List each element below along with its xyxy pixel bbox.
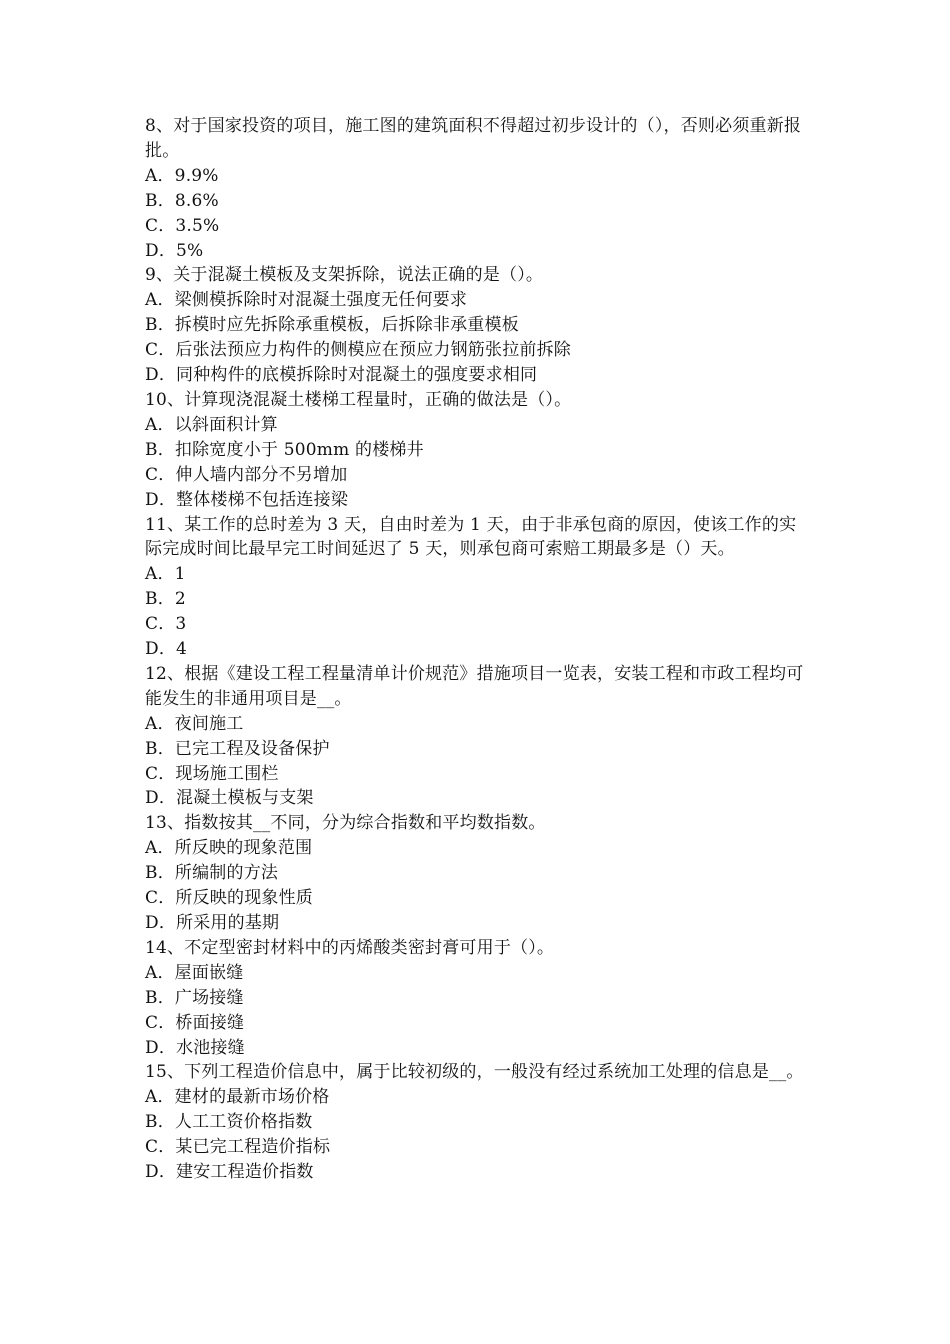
option-c: C．3.5% [145,215,220,236]
option-d: D．混凝土模板与支架 [145,788,314,809]
question-stem: 11、某工作的总时差为 3 天，自由时差为 1 天，由于非承包商的原因，使该工作的实际完成时间比最早完工时间延迟了 5 天，则承包商可索赔工期最多是（）天。 [145,514,797,560]
option-c: C．某已完工程造价指标 [145,1137,331,1158]
option-d: D．同种构件的底模拆除时对混凝土的强度要求相同 [145,365,538,386]
question-stem: 13、指数按其__不同，分为综合指数和平均数指数。 [145,813,546,834]
option-a: A．9.9% [145,165,219,186]
question-stem: 8、对于国家投资的项目，施工图的建筑面积不得超过初步设计的（），否则必须重新报批。 [145,116,802,161]
option-d: D．水池接缝 [145,1037,245,1058]
option-a: A．所反映的现象范围 [145,838,313,859]
option-d: D．建安工程造价指数 [145,1162,314,1183]
option-d: D．整体楼梯不包括连接梁 [145,489,349,510]
option-c: C．3 [145,614,187,635]
option-c: C．所反映的现象性质 [145,888,314,909]
option-a: A．屋面嵌缝 [145,962,244,983]
option-b: B．2 [145,589,186,610]
question-11 [145,513,810,662]
option-c: C．现场施工围栏 [145,763,279,784]
option-a: A．夜间施工 [145,713,244,734]
question-13 [145,811,810,936]
option-b: B．所编制的方法 [145,863,279,884]
option-a: A．以斜面积计算 [145,414,278,435]
option-b: B．扣除宽度小于 500mm 的楼梯井 [145,439,424,460]
option-b: B．人工工资价格指数 [145,1112,313,1133]
option-c: C．桥面接缝 [145,1012,245,1033]
option-d: D．5% [145,240,204,261]
option-b: B．广场接缝 [145,987,244,1008]
option-c: C．伸人墙内部分不另增加 [145,464,348,485]
option-b: B．已完工程及设备保护 [145,738,330,759]
option-b: B．拆模时应先拆除承重模板，后拆除非承重模板 [145,315,519,336]
question-stem: 12、根据《建设工程工程量清单计价规范》措施项目一览表，安装工程和市政工程均可能发生的非通用项目是__。 [145,663,804,709]
question-12 [145,662,810,811]
option-d: D．所采用的基期 [145,913,280,933]
question-9 [145,263,810,388]
option-b: B．8.6% [145,190,219,211]
option-a: A．梁侧模拆除时对混凝土强度无任何要求 [145,290,468,311]
question-stem: 10、计算现浇混凝土楼梯工程量时，正确的做法是（）。 [145,389,572,410]
question-14 [145,936,810,1061]
question-8 [145,114,810,263]
question-stem: 9、关于混凝土模板及支架拆除，说法正确的是（）。 [145,265,544,286]
option-c: C．后张法预应力构件的侧模应在预应力钢筋张拉前拆除 [145,340,572,361]
question-15 [145,1060,810,1185]
option-a: A．1 [145,564,186,585]
option-a: A．建材的最新市场价格 [145,1087,330,1108]
question-10 [145,388,810,513]
document-page [145,114,810,1185]
option-d: D．4 [145,639,188,660]
question-stem: 15、下列工程造价信息中，属于比较初级的，一般没有经过系统加工处理的信息是__。 [145,1062,804,1083]
question-stem: 14、不定型密封材料中的丙烯酸类密封膏可用于（）。 [145,937,555,958]
